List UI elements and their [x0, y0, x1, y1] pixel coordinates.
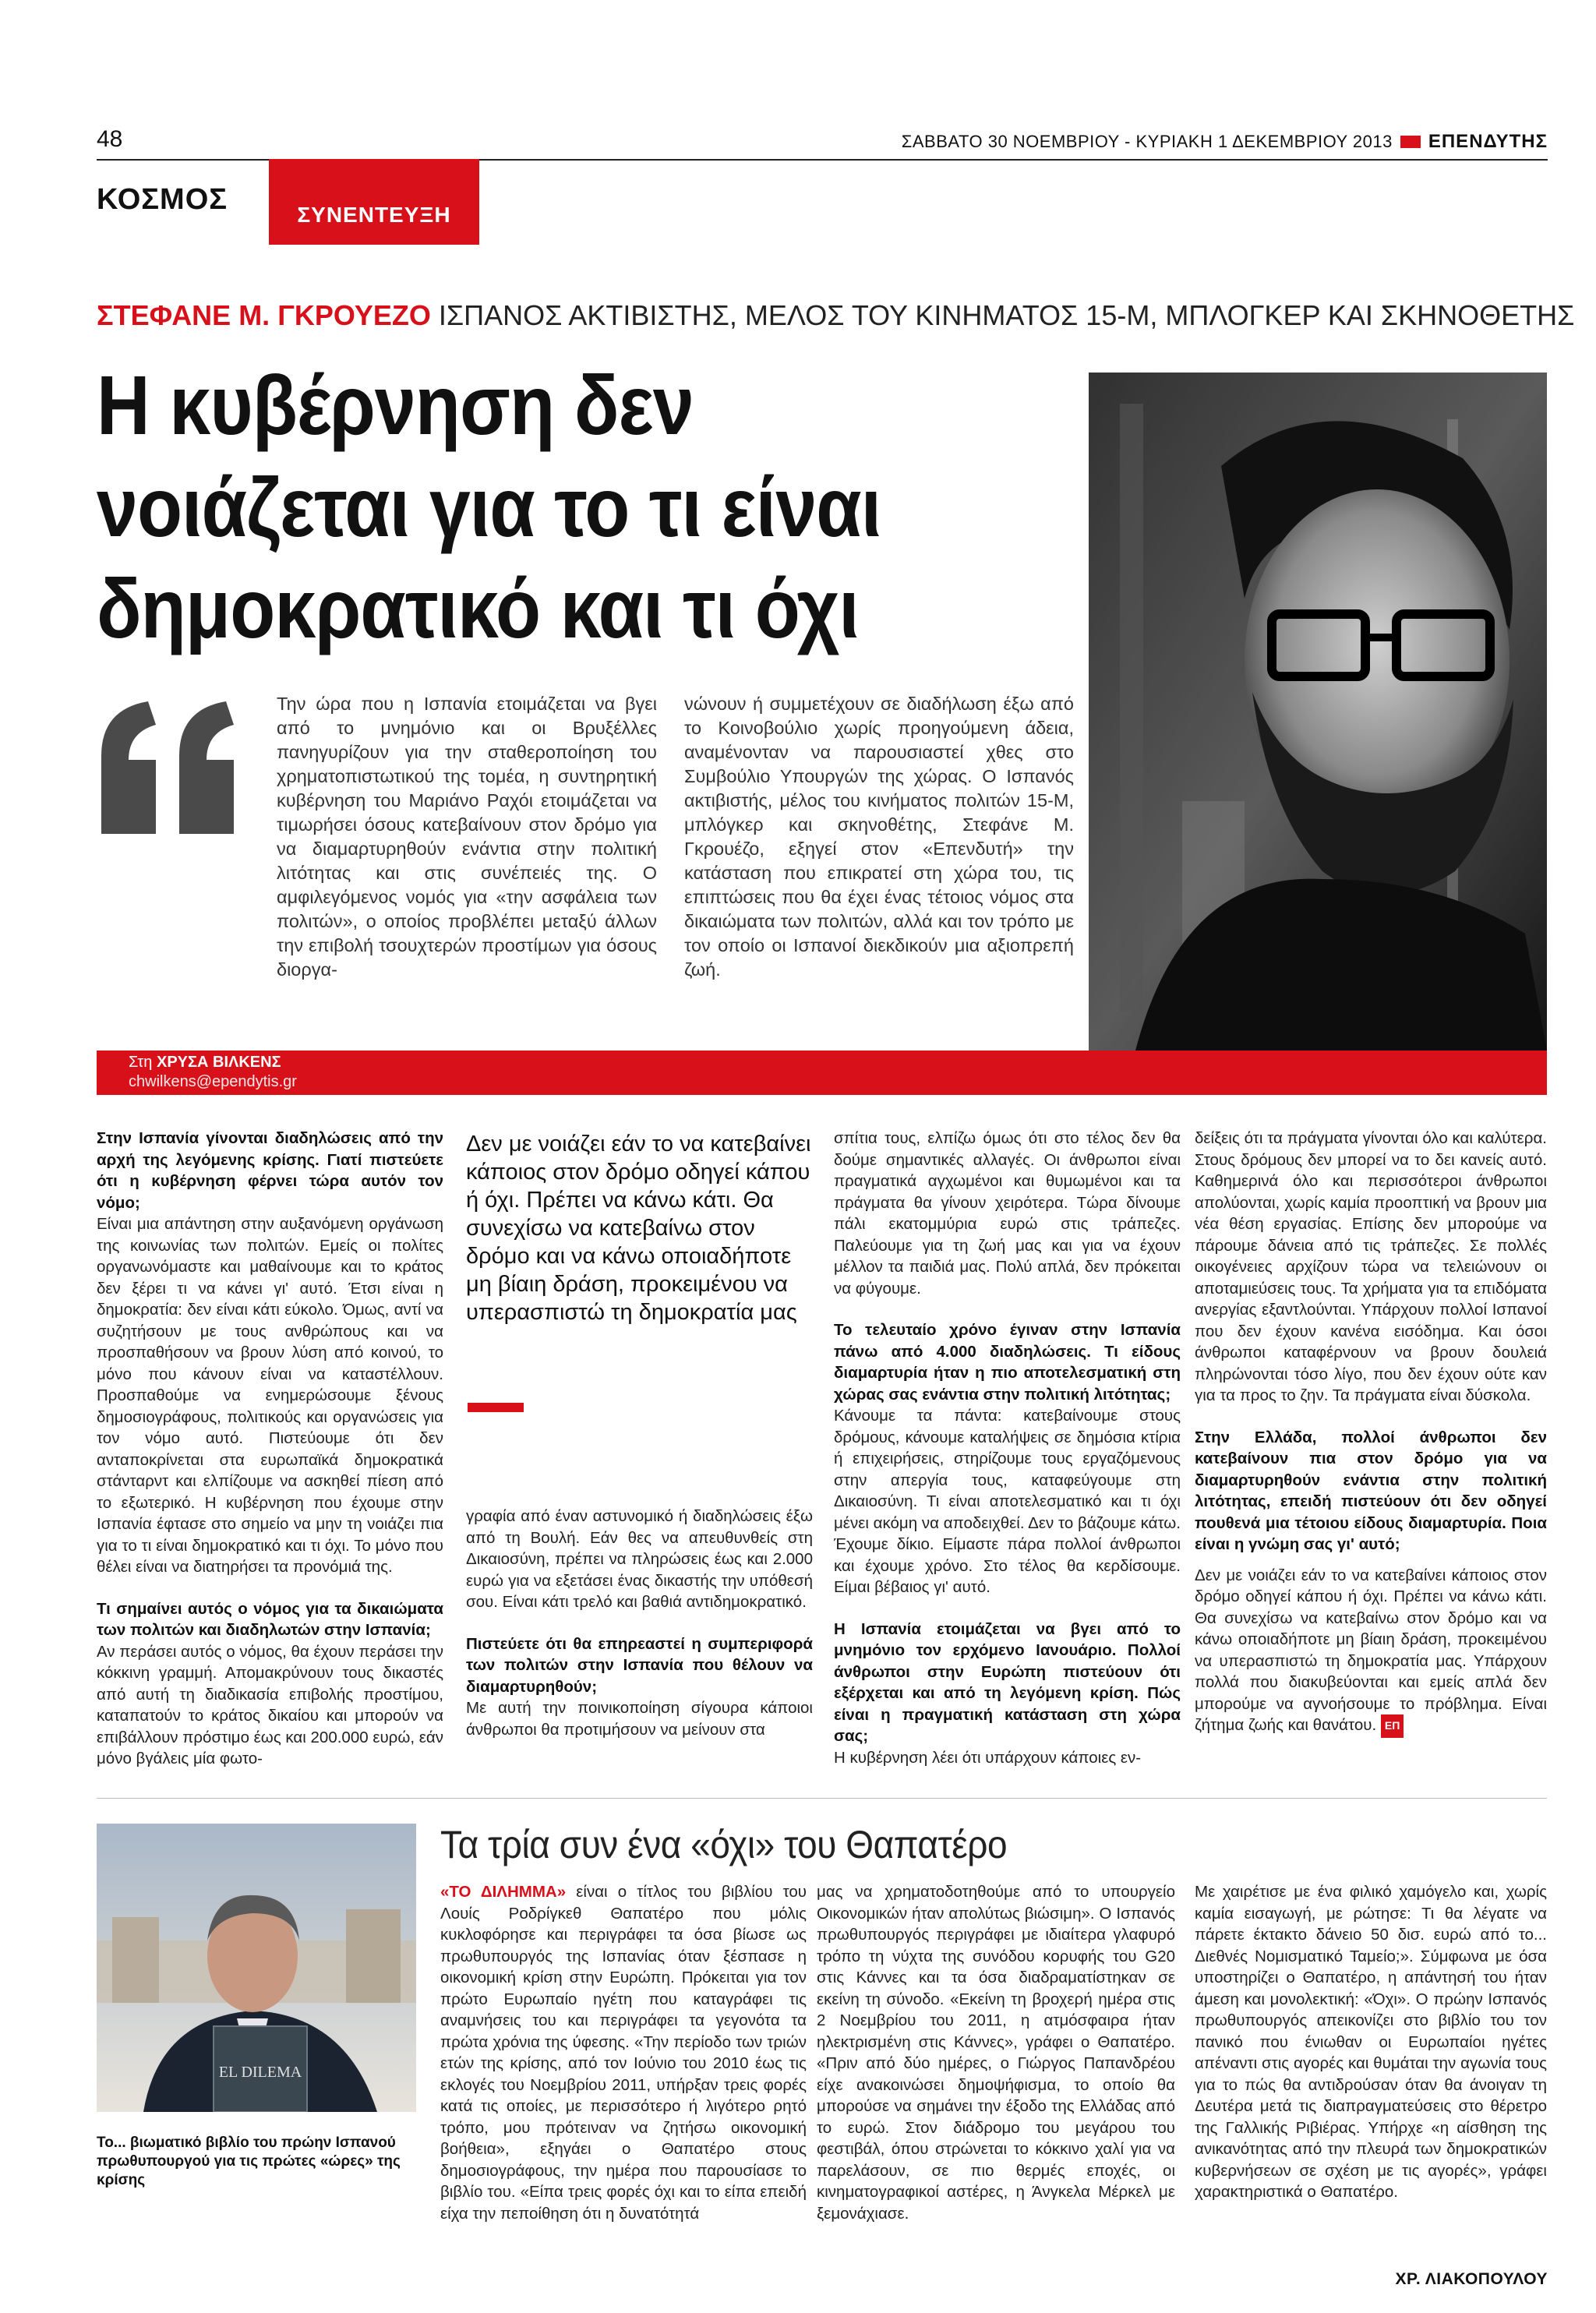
interview-answer-text: Δεν με νοιάζει εάν το να κατεβαίνει κάποιος στον δρόμο οδηγεί κάπου ή όχι. Πρέπει να κάνω κάτι. Θα συνεχίσω να κατεβαίνω στον δρόμο και να κάνω οποιαδήποτε μη βίαιη δράση, προκειμένου να υπερασπιστώ τη δημοκρατία μας. Υπάρχουν πολλά που διακυβεύονται και εμείς απλά δεν μπορούμε να αγνοήσουμε το πρόβλημα. Είναι ζήτημα ζωής και θανάτου.: [1195, 1566, 1547, 1735]
byline-author: ΧΡΥΣΑ ΒΙΛΚΕΝΣ: [157, 1054, 281, 1071]
box-column-3: [1195, 1881, 1547, 2203]
interview-answer: Με αυτή την ποινικοποίηση σίγουρα κάποιοι άνθρωποι θα προτιμήσουν να μείνουν στα: [466, 1699, 813, 1739]
section-label: ΚΟΣΜΟΣ: [97, 183, 228, 216]
interview-answer: γραφία από έναν αστυνομικό ή διαδηλώσεις έξω από τη Βουλή. Εάν θες να απευθυνθείς στη Δικαιοσύνη, πρέπει να πληρώσεις έως και 2.000 ευρώ για να εξετάσει ένας δικαστής την υπόθεσή σου. Είναι κάτι τρελό και βαθιά αντιδημοκρατικό.: [466, 1507, 813, 1611]
body-column-1: [97, 1128, 443, 1770]
interview-answer: Είναι μια απάντηση στην αυξανόμενη οργάνωση της κοινωνίας των πολιτών. Εμείς οι πολίτες οργανωνόμαστε και μαθαίνουμε και το κράτος δεν ξέρει τι να κάνει γι' αυτό. Έτσι είναι η δημοκρατία: δεν είναι κάτι εύκολο. Όμως, αντί να συζητήσουν με τους ανθρώπους και να προσπαθήσουν να βρουν λύση από κοινού, το μόνο που κάνουν είναι να καταστέλλουν. Προσπαθούμε να ενημερώσουμε ξένους δημοσιογράφους, πολιτικούς και οργανώσεις για τον νόμο αυτό. Πιστεύουμε ότι δεν ανταποκρίνεται στα ευρωπαϊκά δημοκρατικά στάνταρντ και ελπίζουμε να ασκηθεί πίεση από το εξωτερικό. Η κυβέρνηση που έχουμε στην Ισπανία έφτασε στο σημείο να μην τη νοιάζει πια για το τι είναι δημοκρατικό και τι όχι. Το μόνο που θέλει είναι να διατηρήσει τα προνόμιά της.: [97, 1215, 443, 1576]
section-tag-label: ΣΥΝΕΝΤΕΥΞΗ: [297, 203, 451, 227]
intro-paragraph: Την ώρα που η Ισπανία ετοιμάζεται να βγει από το μνημόνιο και οι Βρυξέλλες πανηγυρίζουν για την σταθεροποίηση του χρηματοπιστωτικού της τομέα, η συντηρητική κυβέρνηση του Μαριάνο Ραχόι ετοιμάζεται να τιμωρήσει όσους κατεβαίνουν στον δρόμο για να διαμαρτυρηθούν ενάντια στην πολιτική λιτότητας και στις συνέπειές της. Ο αμφιλεγόμενος νομός για «την ασφάλεια των πολιτών», ο οποίος προβλέπει μεταξύ άλλων την επιβολή τσουχτερών προστίμων για όσους διοργα-: [277, 694, 657, 980]
box-column-1: [440, 1881, 807, 2224]
interview-answer: Κάνουμε τα πάντα: κατεβαίνουμε στους δρόμους, κάνουμε καταλήψεις σε δημόσια κτίρια ή επιχειρήσεις, στηρίζουμε τους εργαζόμενους στην απεργία τους, καταφεύγουμε στη Δικαιοσύνη. Τι είναι αποτελεσματικό και τι όχι μένει ακόμη να αποδειχθεί. Δεν το βάζουμε κάτω. Έχουμε δίκιο. Είμαστε πάρα πολλοί άνθρωποι και έχουμε χρόνο. Στο τέλος θα κερδίσουμε. Είμαι βέβαιος γι' αυτό.: [834, 1407, 1181, 1596]
interview-answer: δείξεις ότι τα πράγματα γίνονται όλο και καλύτερα. Στους δρόμους δεν μπορεί να το δει κανείς αυτό. Καθημερινά όλο και περισσότεροι άνθρωποι απολύονται, χωρίς καμία προοπτική να βρουν μια νέα θέση εργασίας. Επίσης δεν μπορούμε να πάρουμε δάνεια από τις τράπεζες. Σε πολλές οικογένειες αρχίζουν τώρα να τελειώνουν οι αποταμιεύσεις τους. Τα χρήματα για τα επιδόματα ανεργίας εξαντλούνται. Υπάρχουν πολλοί Ισπανοί που δεν έχουν κανένα εισόδημα. Και όσοι άνθρωποι καταφέρνουν να βρουν δουλειά πληρώνονται τόσο λίγο, που δεν έχουν ούτε καν για τα προς το ζην. Τα πράγματα είναι δύσκολα.: [1195, 1129, 1547, 1404]
box-signature: ΧΡ. ΛΙΑΚΟΠΟΥΛΟΥ: [1395, 2270, 1548, 2288]
headline-line: νοιάζεται για το τι είναι: [97, 459, 881, 554]
box-paragraph-text: είναι ο τίτλος του βιβλίου του Λουίς Ροδρίγκεθ Θαπατέρο που μόλις κυκλοφόρησε και περιγράφει τα όσα βίωσε ως πρωθυπουργός της Ισπανίας όταν ξέσπασε η οικονομική κρίση στην Ευρώπη. Πρόκειται για τον πρώτο Ευρωπαίο ηγέτη που καταγράφει τις αναμνήσεις του και περιγράφει τα γεγονότα τα πρώτα χρόνια της ύφεσης. «Την περίοδο των τριών ετών της κρίσης, από τον Ιούνιο του 2010 έως τις εκλογές του Νοεμβρίου 2011, υπήρξαν τρεις φορές κατά τις οποίες, με περισσότερο ή λιγότερο ρητό τρόπο, μου πρότειναν να ζητήσω οικονομική βοήθεια», εξηγάει ο Θαπατέρο στους δημοσιογράφους, την ημέρα που παρουσίασε το βιβλίο του. «Είπα τρεις φορές όχι και το είπα επειδή είχα την πεποίθηση ότι η δυνατότητά: [440, 1883, 807, 2223]
byline-prefix: Στη: [129, 1054, 157, 1071]
box-title: Τα τρία συν ένα «όχι» του Θαπατέρο: [440, 1823, 1008, 1866]
intro-paragraph-continued: νώνουν ή συμμετέχουν σε διαδήλωση έξω από το Κοινοβούλιο χωρίς προηγούμενη άδεια, αναμένονταν να παρουσιαστεί χθες στο Συμβούλιο Υπουργών της χώρας. Ο Ισπανός ακτιβιστής, μέλος του κινήματος πολιτών 15-Μ, μπλόγκερ και σκηνοθέτης, Στεφάνε Μ. Γκρουέζο, εξηγεί στον «Επενδυτή» την κατάσταση που επικρατεί στη χώρα του, τις επιπτώσεις που θα έχει ένας τέτοιος νόμος στα δικαιώματα των πολιτών, αλλά και τον τρόπο με τον οποίο οι Ισπανοί διεκδικούν μια αξιοπρεπή ζωή.: [684, 694, 1074, 980]
interview-answer: σπίτια τους, ελπίζω όμως ότι στο τέλος δεν θα δούμε σημαντικές αλλαγές. Οι άνθρωποι είναι πραγματικά αγχωμένοι και θυμωμένοι και τα πράγματα θα γίνουν χειρότερα. Τώρα δίνουμε πάλι εκατομμύρια ευρώ στις τράπεζες. Παλεύουμε για τη ζωή μας και για να έχουν μέλλον τα παιδιά μας. Πολύ απλά, δεν πρόκειται να φύγουμε.: [834, 1129, 1181, 1298]
interview-answer: Η κυβέρνηση λέει ότι υπάρχουν κάποιες εν-: [834, 1748, 1142, 1767]
quote-mark-icon: [94, 701, 249, 834]
box-paragraph: Με χαιρέτισε με ένα φιλικό χαμόγελο και, χωρίς καμία εισαγωγή, με ρώτησε: Τι θα λέγατε να πάρετε έκτακτο δάνειο 50 δισ. ευρώ από το... Διεθνές Νομισματικό Ταμείο;». Σύμφωνα με όσα υποστηρίζει ο Θαπατέρο, η απάντησή του ήταν άμεση και μονολεκτική: «Όχι». Ο πρώην Ισπανός πρωθυπουργός απεικονίζει στο βιβλίο του τον πανικό που ένιωθαν οι Ευρωπαίοι ηγέτες απέναντι στις αγορές και θυμάται την αγωνία τους για το πώς θα αντιδρούσαν όταν θα άνοιγαν τη Δευτέρα μετά τις διαπραγματεύσεις στο θέρετρο της Γαλλικής Ριβιέρας. Υπήρχε «η αίσθηση της ανικανότητας από την πλευρά των δημοκρατικών κυβερνήσεων σε σχέση με τις αγορές», γράφει χαρακτηριστικά ο Θαπατέρο.: [1195, 1883, 1547, 2201]
byline: [129, 1053, 297, 1092]
dateline: [902, 131, 1548, 153]
body-column-4: [1195, 1128, 1547, 1738]
kicker-name: ΣΤΕΦΑΝΕ Μ. ΓΚΡΟΥΕΖΟ: [97, 299, 431, 331]
box-paragraph: μας να χρηματοδοτηθούμε από το υπουργείο Οικονομικών ήταν απολύτως βιώσιμη». Ο Ισπανός πρωθυπουργός περιγράφει με ιδιαίτερα γλαφυρό τρόπο τη νύχτα της συνόδου κορυφής του G20 στις Κάννες και τα όσα διαδραματίστηκαν σε εκείνη τη σύνοδο. «Εκείνη τη βροχερή ημέρα στις 2 Νοεμβρίου του 2011, η ατμόσφαιρα ήταν ηλεκτρισμένη στις Κάννες», γράφει ο Θαπατέρο. «Πριν από δύο ημέρες, ο Γιώργος Παπανδρέου είχε ανακοινώσει δημοψήφισμα, το οποίο θα μπορούσε να σημάνει την έξοδο της Ελλάδας από το ευρώ. Στον διάδρομο του μεγάρου του φεστιβάλ, όπου στρώνεται το κόκκινο χαλί για να παρελάσουν, σε πιο θερμές εποχές, οι κινηματογραφικοί αστέρες, η Άνγκελα Μέρκελ με ξεμονάχιασε.: [817, 1883, 1175, 2223]
pull-quote-rule: [468, 1403, 524, 1412]
brand-square-icon: [1400, 136, 1421, 148]
box-lead: «ΤΟ ΔΙΛΗΜΜΑ»: [440, 1883, 567, 1901]
headline-line: Η κυβέρνηση δεν: [97, 358, 694, 452]
page-number: 48: [97, 126, 123, 152]
book-title: EL DILEMA: [218, 2064, 302, 2081]
box-rule: [97, 1798, 1547, 1799]
interview-question: Πιστεύετε ότι θα επηρεαστεί η συμπεριφορά των πολιτών στην Ισπανία που θέλουν να διαμαρτυρηθούν;: [466, 1634, 813, 1696]
dateline-text: ΣΑΒΒΑΤΟ 30 ΝΟΕΜΒΡΙΟΥ - ΚΥΡΙΑΚΗ 1 ΔΕΚΕΜΒΡΙΟΥ 2013: [901, 132, 1393, 151]
section-tag: [269, 159, 479, 245]
pull-quote: Δεν με νοιάζει εάν το να κατεβαίνει κάποιος στον δρόμο οδηγεί κάπου ή όχι. Πρέπει να κάνω κάτι. Θα συνεχίσω να κατεβαίνω στον δρόμο και να κάνω οποιαδήποτε μη βίαιη δράση, προκειμένου να υπερασπιστώ τη δημοκρατία μας: [466, 1132, 811, 1325]
box-paragraph: [440, 1881, 807, 2224]
kicker-role: ΙΣΠΑΝΟΣ ΑΚΤΙΒΙΣΤΗΣ, ΜΕΛΟΣ ΤΟΥ ΚΙΝΗΜΑΤΟΣ 15-Μ, ΜΠΛΟΓΚΕΡ ΚΑΙ ΣΚΗΝΟΘΕΤΗΣ: [430, 299, 1575, 331]
interview-question: Στην Ελλάδα, πολλοί άνθρωποι δεν κατεβαίνουν πια στον δρόμο για να διαμαρτυρηθούν ενάντια στην πολιτική λιτότητας, επειδή πιστεύουν ότι δεν οδηγεί πουθενά μια τέτοιου είδους διαμαρτυρία. Ποια είναι η γνώμη σας γι' αυτό;: [1195, 1428, 1547, 1553]
interview-question: Η Ισπανία ετοιμάζεται να βγει από το μνημόνιο τον ερχόμενο Ιανουάριο. Πολλοί άνθρωποι στην Ευρώπη πιστεύουν ότι εξέρχεται και από τη λεγόμενη κρίση. Πώς είναι η πραγματική κατάσταση στη χώρα σας;: [834, 1619, 1181, 1745]
kicker: [97, 299, 1574, 332]
byline-email[interactable]: chwilkens@ependytis.gr: [129, 1073, 297, 1090]
interview-question: Στην Ισπανία γίνονται διαδηλώσεις από την αρχή της λεγόμενης κρίσης. Γιατί πιστεύετε ότι η κυβέρνηση φέρνει τώρα αυτόν τον νόμο;: [97, 1129, 443, 1212]
brand-name: ΕΠΕΝΔΥΤΗΣ: [1428, 131, 1548, 152]
headline: [97, 355, 947, 660]
interview-question: Τι σημαίνει αυτός ο νόμος για τα δικαιώματα των πολιτών και διαδηλωτών στην Ισπανία;: [97, 1599, 443, 1639]
body-column-3: [834, 1128, 1181, 1768]
zapatero-photo: [97, 1824, 416, 2112]
headline-line: δημοκρατικό και τι όχι: [97, 561, 859, 656]
box-column-2: [817, 1881, 1175, 2224]
byline-bar: [97, 1051, 1547, 1095]
body-column-2: [466, 1506, 813, 1740]
interview-answer: Αν περάσει αυτός ο νόμος, θα έχουν περάσει την κόκκινη γραμμή. Απομακρύνουν τους δικαστές από αυτή τη διαδικασία επιβολής προστίμου, καταπατούν το κράτος δικαίου και μπορούν να επιβάλλουν πρόστιμο έως και 200.000 ευρώ, εάν μόνο βγάλεις μία φωτο-: [97, 1642, 443, 1767]
end-mark-icon: ΕΠ: [1381, 1714, 1404, 1738]
photo-caption: Το... βιωματικό βιβλίο του πρώην Ισπανού πρωθυπουργού για τις πρώτες «ώρες» της κρίσης: [97, 2135, 401, 2188]
interview-answer: [1195, 1565, 1547, 1738]
interview-question: Το τελευταίο χρόνο έγιναν στην Ισπανία πάνω από 4.000 διαδηλώσεις. Τι είδους διαμαρτυρία ήταν η πιο αποτελεσματική στη χώρας σας ενάντια στην πολιτική λιτότητας;: [834, 1321, 1181, 1404]
interviewee-photo: [1089, 373, 1547, 1051]
